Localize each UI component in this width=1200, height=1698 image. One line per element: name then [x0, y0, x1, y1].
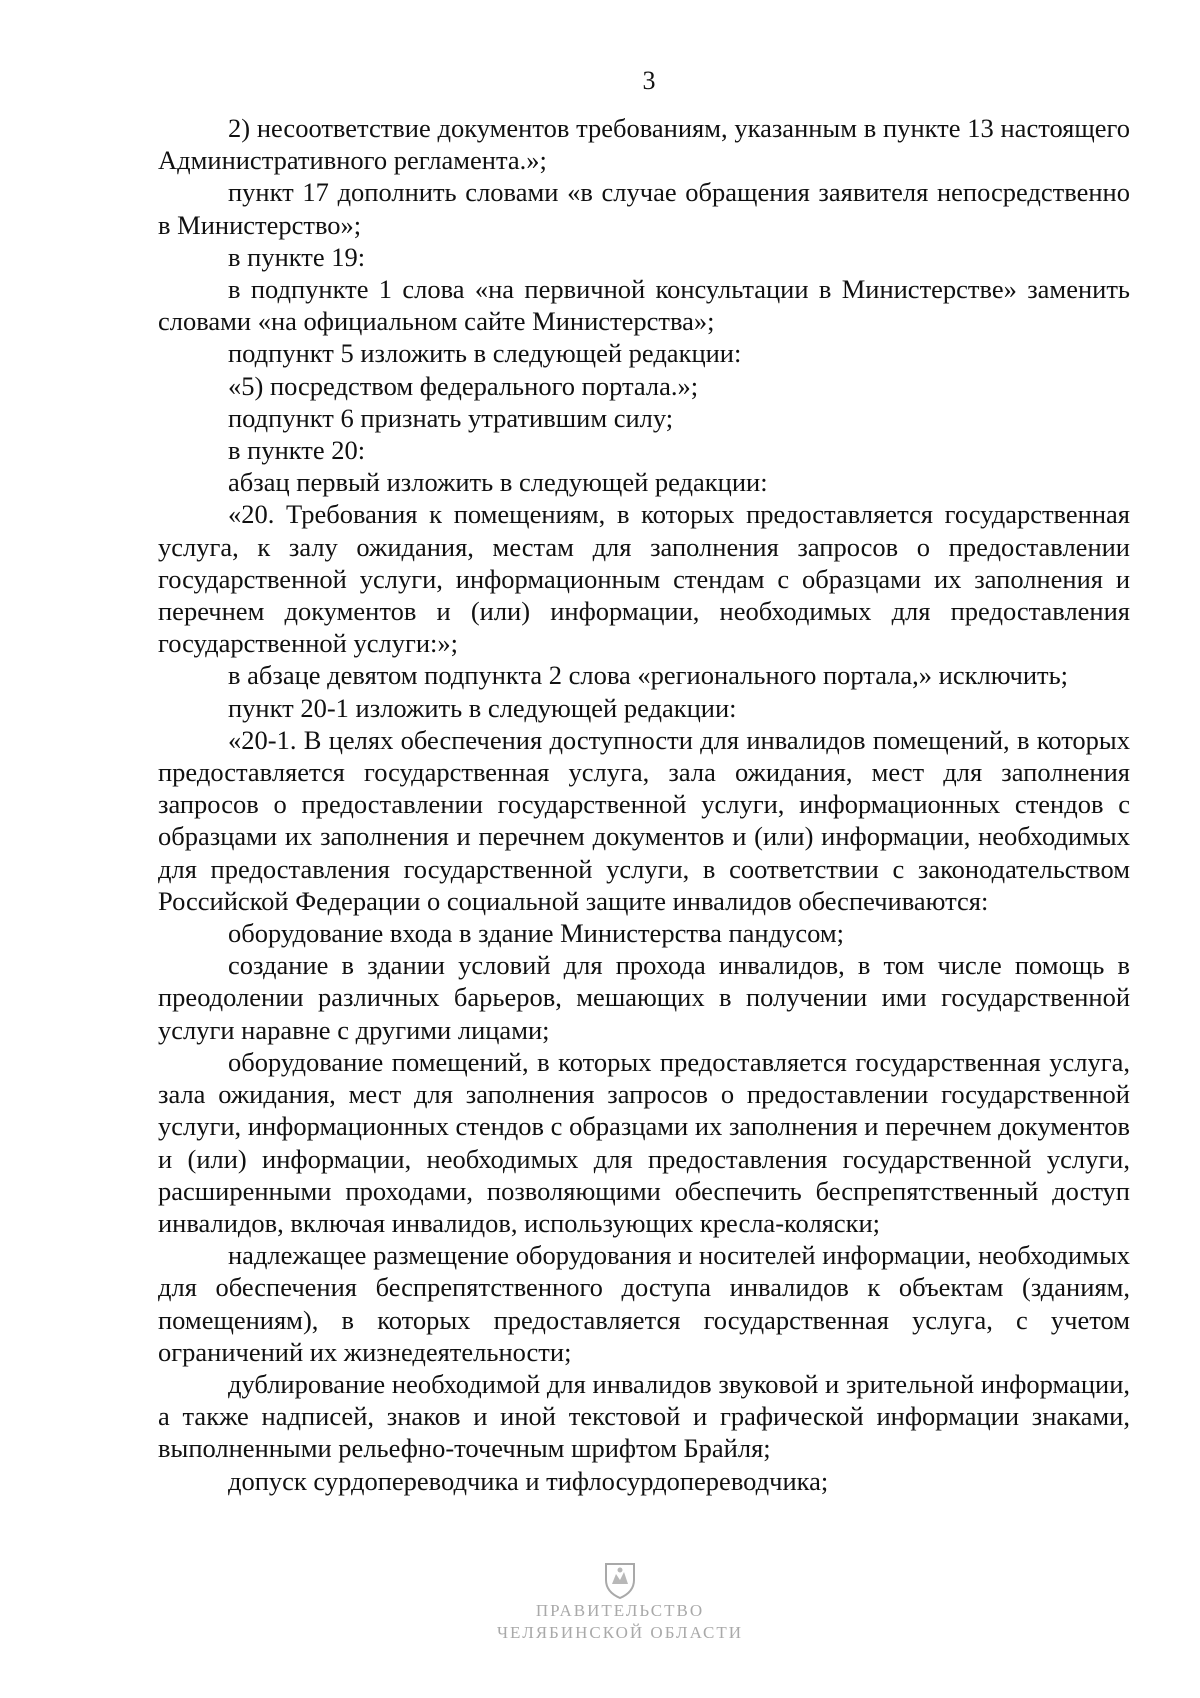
paragraph: пункт 20-1 изложить в следующей редакции:: [228, 692, 737, 723]
coat-of-arms-icon: [603, 1560, 637, 1600]
paragraph: оборудование помещений, в которых предоставляется государственная услуга, зала ожидания, мест для заполнения запросов о предоставлении государственной услуги, информационных стендов с образцами их заполнения и перечнем документов и (или) информации, необходимых для предоставления государственной услуги, расширенными проходами, позволяющими обеспечить беспрепятственный доступ инвалидов, включая инвалидов, использующих кресла-коляски;: [158, 1046, 1130, 1238]
paragraph: «5) посредством федерального портала.»;: [228, 370, 699, 401]
document-body: [158, 112, 1130, 1497]
paragraph: «20-1. В целях обеспечения доступности для инвалидов помещений, в которых предоставляется государственная услуга, зала ожидания, мест для заполнения запросов о предоставлении государственной услуги, информационных стендов с образцами их заполнения и перечнем документов и (или) информации, необходимых для предоставления государственной услуги, в соответствии с законодательством Российской Федерации о социальной защите инвалидов обеспечиваются:: [158, 724, 1130, 916]
paragraph: создание в здании условий для прохода инвалидов, в том числе помощь в преодолении различных барьеров, мешающих в получении ими государственной услуги наравне с другими лицами;: [158, 950, 1130, 1045]
paragraph: подпункт 5 изложить в следующей редакции:: [228, 338, 742, 369]
paragraph: подпункт 6 признать утратившим силу;: [228, 402, 674, 433]
paragraph: «20. Требования к помещениям, в которых предоставляется государственная услуга, к залу ожидания, местам для заполнения запросов о предоставлении государственной услуги, информационным стендам с образцами их заполнения и перечнем документов и (или) информации, необходимых для предоставления государственной услуги:»;: [158, 499, 1130, 659]
paragraph: в пункте 19:: [228, 241, 366, 272]
paragraph: абзац первый изложить в следующей редакции:: [228, 467, 768, 498]
paragraph: в подпункте 1 слова «на первичной консультации в Министерстве» заменить словами «на официальном сайте Министерства»;: [158, 274, 1130, 337]
paragraph: оборудование входа в здание Министерства пандусом;: [228, 918, 844, 949]
paragraph: в абзаце девятом подпункта 2 слова «регионального портала,» исключить;: [228, 660, 1069, 691]
stamp-line-2: ЧЕЛЯБИНСКОЙ ОБЛАСТИ: [496, 1623, 744, 1642]
stamp-line-1: ПРАВИТЕЛЬСТВО: [535, 1601, 705, 1620]
paragraph: в пункте 20:: [228, 435, 366, 466]
government-stamp: [480, 1560, 760, 1660]
paragraph: допуск сурдопереводчика и тифлосурдопереводчика;: [228, 1465, 829, 1496]
paragraph: дублирование необходимой для инвалидов звуковой и зрительной информации, а также надписей, знаков и иной текстовой и графической информации знаками, выполненными рельефно-точечным шрифтом Брайля;: [158, 1368, 1130, 1464]
paragraph: 2) несоответствие документов требованиям, указанным в пункте 13 настоящего Административного регламента.»;: [158, 113, 1130, 176]
paragraph: пункт 17 дополнить словами «в случае обращения заявителя непосредственно в Министерство»;: [158, 177, 1130, 240]
paragraph: надлежащее размещение оборудования и носителей информации, необходимых для обеспечения беспрепятственного доступа инвалидов к объектам (зданиям, помещениям), в которых предоставляется государственная услуга, с учетом ограничений их жизнедеятельности;: [158, 1240, 1130, 1367]
page-number: 3: [642, 66, 656, 95]
